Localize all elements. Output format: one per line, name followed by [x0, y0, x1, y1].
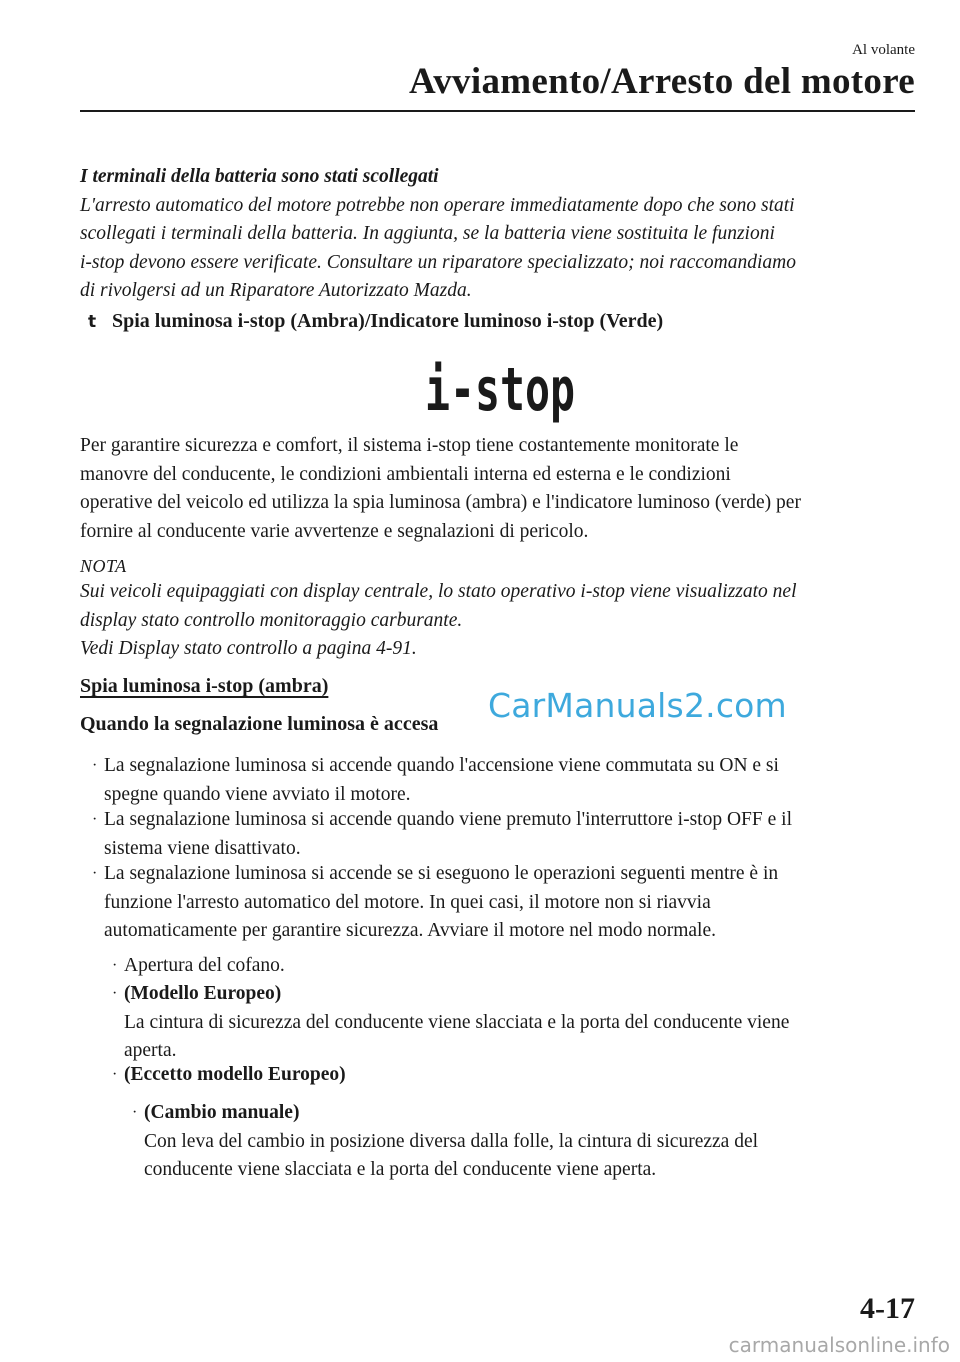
list-item-line: La segnalazione luminosa si accende se si eseguono le operazioni seguenti mentre è in: [104, 863, 779, 884]
battery-warning-heading: I terminali della batteria sono stati scollegati: [80, 166, 439, 187]
battery-warning-block: [80, 163, 920, 306]
bullet-icon: ·: [92, 811, 98, 828]
note-line: Sui veicoli equipaggiati con display centrale, lo stato operativo i-stop viene visualizzato nel: [80, 581, 797, 602]
list-item: [92, 860, 924, 946]
list-item-line: La cintura di sicurezza del conducente viene slacciata e la porta del conducente viene: [124, 1011, 790, 1033]
list-item: [92, 752, 924, 809]
header-section-label: Al volante: [852, 42, 915, 58]
list-item-line: La segnalazione luminosa si accende quando l'accensione viene commutata su ON e si: [104, 755, 779, 776]
list-item: [92, 806, 924, 863]
list-item-label: (Modello Europeo): [124, 983, 282, 1004]
description-line: fornire al conducente varie avvertenze e segnalazioni di pericolo.: [80, 520, 589, 542]
bullet-icon: ·: [92, 865, 98, 882]
note-line: Vedi Display stato controllo a pagina 4-91.: [80, 638, 417, 659]
bullet-icon: ·: [112, 985, 118, 1002]
page-title: Avviamento/Arresto del motore: [408, 61, 915, 102]
list-item: [112, 980, 924, 1066]
watermark-logo: CarManuals2.com: [488, 686, 787, 725]
list-item-line: automaticamente per garantire sicurezza. Avviare il motore nel modo normale.: [104, 920, 717, 941]
description-line: manovre del conducente, le condizioni ambientali interna ed esterna e le condizioni: [80, 463, 731, 485]
list-item: [132, 1099, 924, 1185]
list-item-label: (Cambio manuale): [144, 1102, 300, 1123]
battery-warning-line: scollegati i terminali della batteria. In aggiunta, se la batteria viene sostituita le funzioni: [80, 223, 775, 244]
header-divider: [80, 110, 915, 112]
footer-site-link[interactable]: carmanualsonline.info: [728, 1333, 950, 1357]
amber-indicator-heading: Spia luminosa i-stop (ambra): [80, 675, 329, 697]
note-line: display stato controllo monitoraggio carburante.: [80, 609, 463, 631]
section-marker: t: [88, 312, 97, 332]
battery-warning-line: L'arresto automatico del motore potrebbe non operare immediatamente dopo che sono stati: [80, 194, 795, 216]
amber-on-heading: Quando la segnalazione luminosa è accesa: [80, 713, 439, 735]
bullet-icon: ·: [132, 1104, 138, 1121]
istop-description: [80, 432, 920, 546]
list-item-line: aperta.: [124, 1040, 177, 1061]
description-line: operative del veicolo ed utilizza la spia luminosa (ambra) e l'indicatore luminoso (verde) per: [80, 492, 801, 513]
list-item-line: La segnalazione luminosa si accende quando viene premuto l'interruttore i-stop OFF e il: [104, 809, 792, 830]
list-item: [112, 1061, 924, 1090]
note-block: [80, 578, 920, 664]
section-heading: Spia luminosa i-stop (Ambra)/Indicatore luminoso i-stop (Verde): [112, 310, 664, 332]
istop-logo-text: i-stop: [425, 355, 575, 425]
battery-warning-line: i-stop devono essere verificate. Consultare un riparatore specializzato; noi raccomandiamo: [80, 251, 796, 273]
list-item-label: (Eccetto modello Europeo): [124, 1064, 346, 1085]
list-item-line: Con leva del cambio in posizione diversa dalla folle, la cintura di sicurezza del: [144, 1130, 759, 1152]
note-label: NOTA: [80, 556, 127, 576]
list-item-line: Apertura del cofano.: [124, 955, 285, 976]
battery-warning-line: di rivolgersi ad un Riparatore Autorizzato Mazda.: [80, 280, 472, 301]
list-item-line: conducente viene slacciata e la porta del conducente viene aperta.: [144, 1159, 657, 1180]
page-number: 4-17: [860, 1292, 915, 1325]
bullet-icon: ·: [112, 1066, 118, 1083]
bullet-icon: ·: [112, 957, 118, 974]
list-item: [112, 952, 924, 981]
list-item-line: sistema viene disattivato.: [104, 837, 301, 859]
description-line: Per garantire sicurezza e comfort, il sistema i-stop tiene costantemente monitorate le: [80, 435, 739, 456]
list-item-line: funzione l'arresto automatico del motore. In quei casi, il motore non si riavvia: [104, 891, 711, 913]
bullet-icon: ·: [92, 757, 98, 774]
istop-indicator-icon: [420, 352, 580, 432]
list-item-line: spegne quando viene avviato il motore.: [104, 783, 411, 805]
